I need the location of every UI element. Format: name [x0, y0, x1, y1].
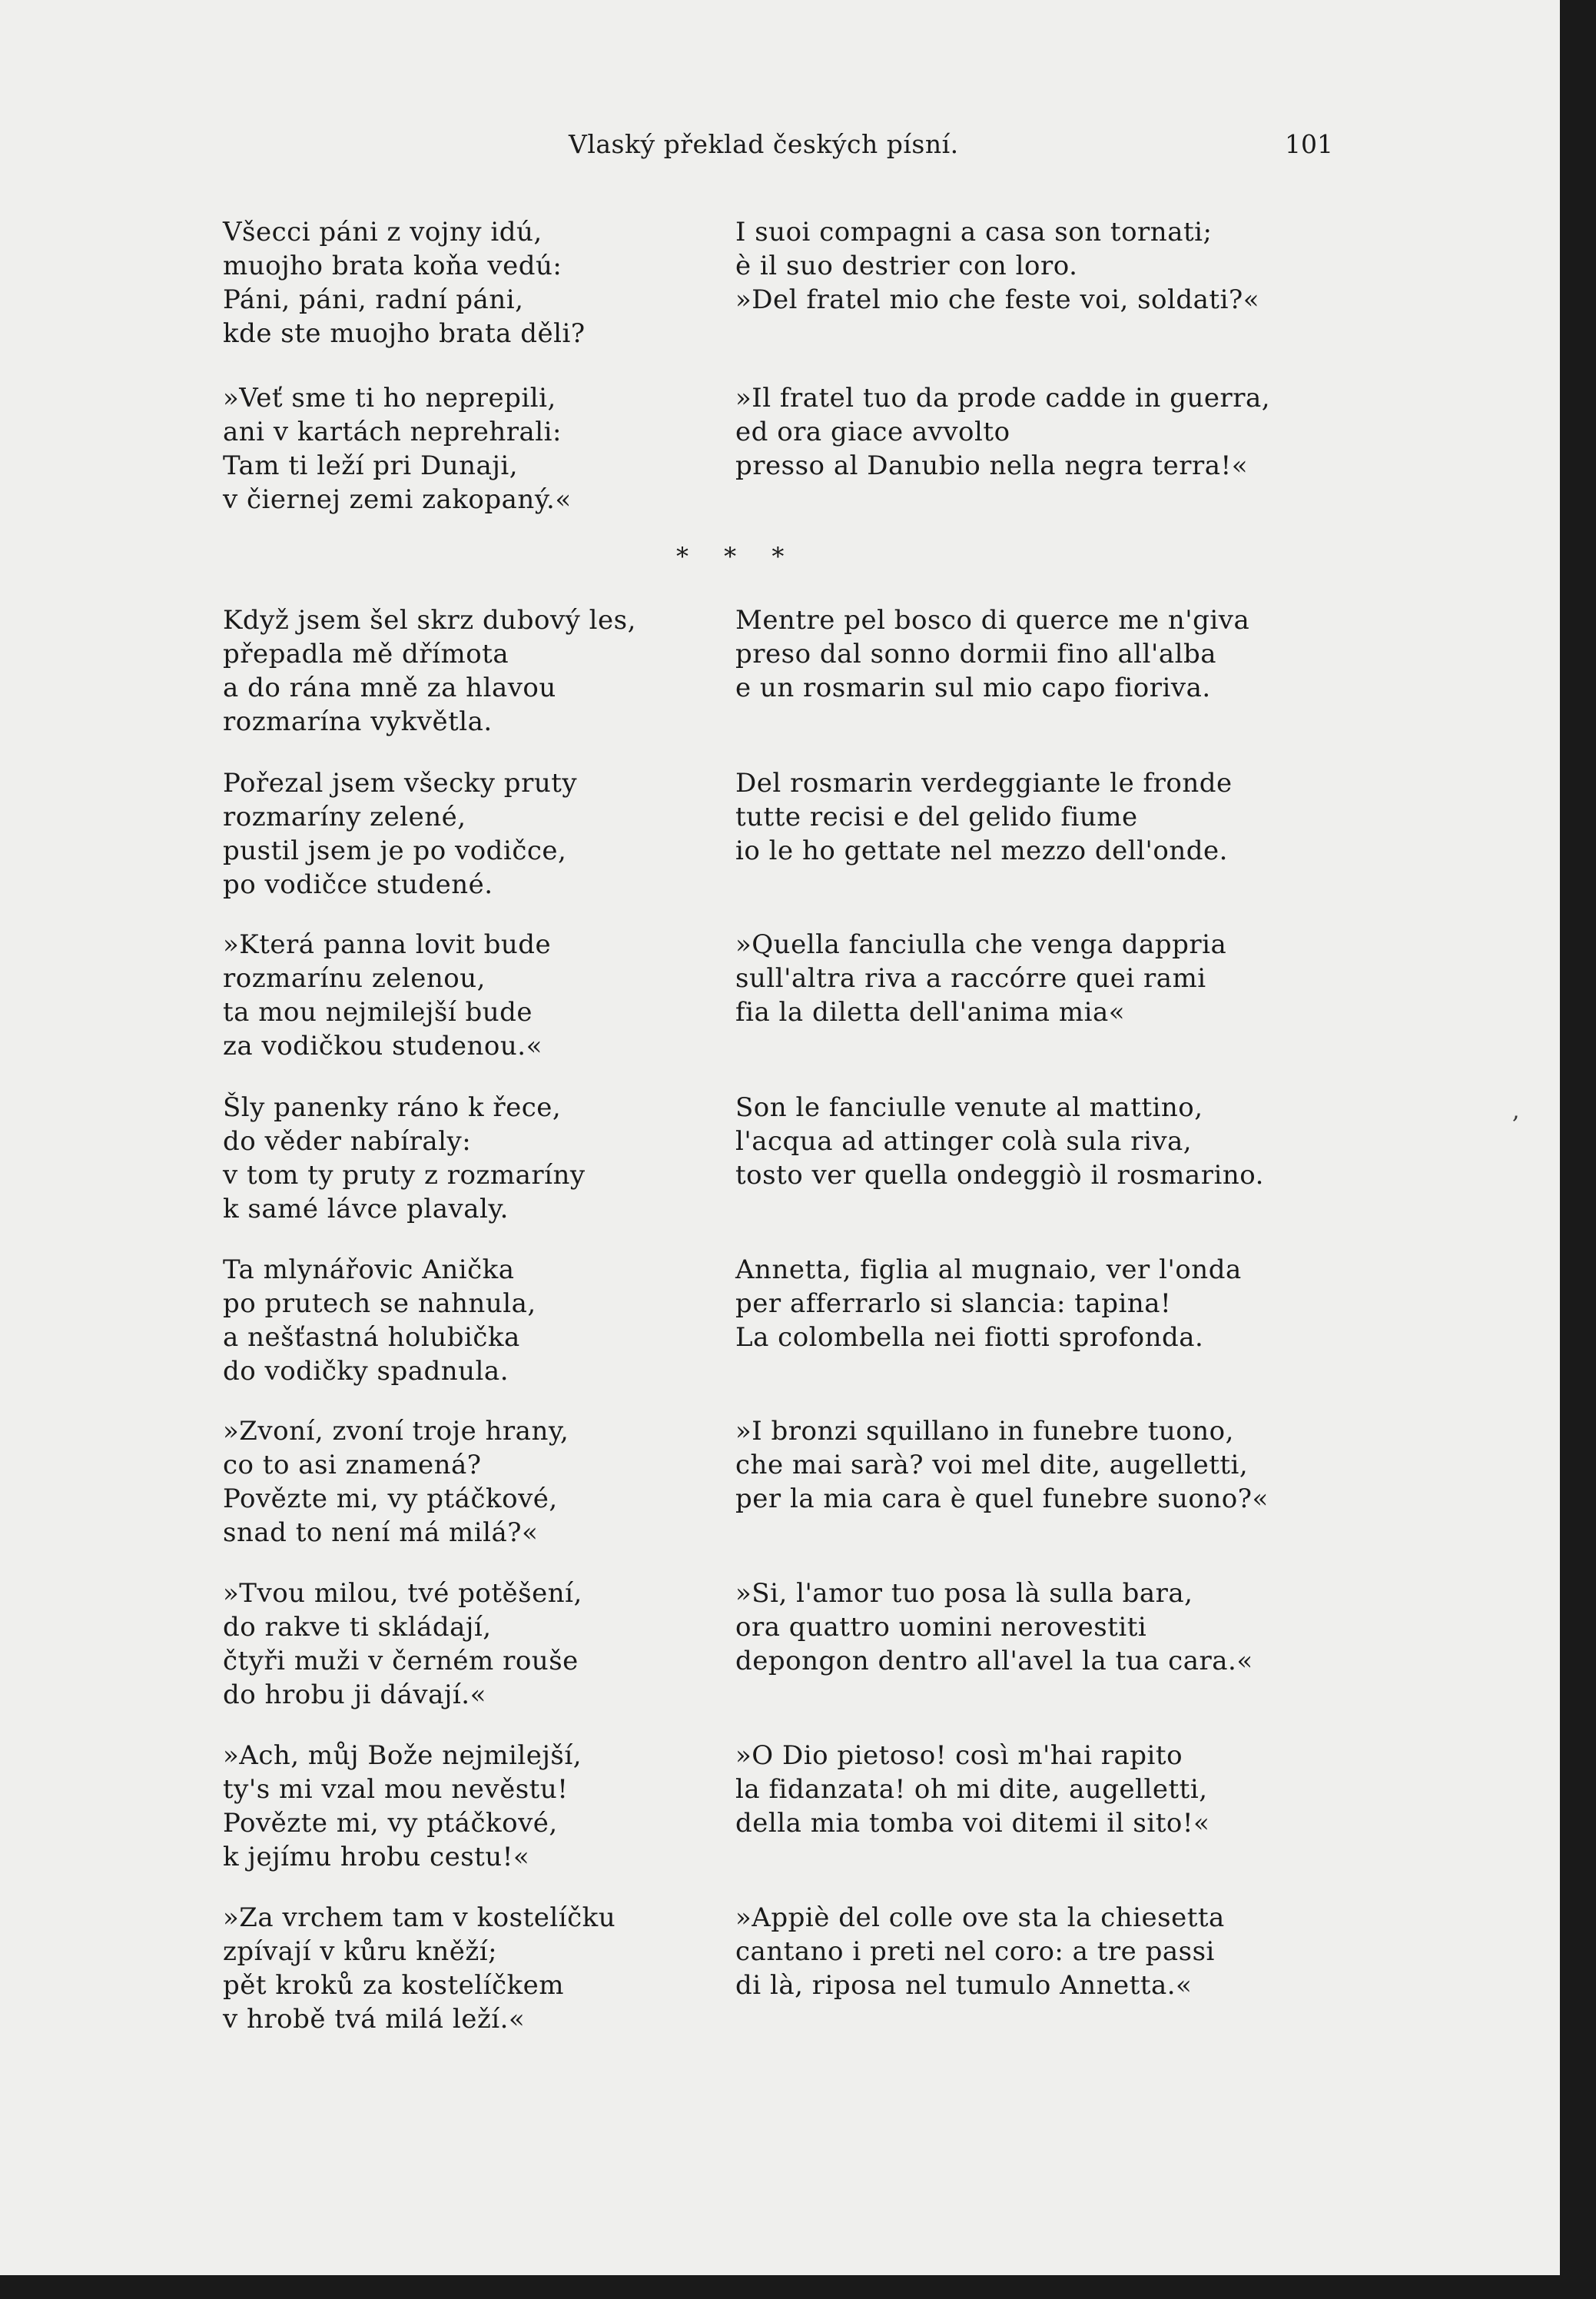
- verse-line: La colombella nei fiotti sprofonda.: [735, 1322, 1204, 1353]
- stanza: [735, 1091, 1350, 1192]
- verse-line: per la mia cara è quel funebre suono?«: [735, 1483, 1269, 1514]
- stanza: [735, 603, 1350, 705]
- verse-line: ta mou nejmilejší bude: [223, 997, 533, 1028]
- stanza: [223, 1091, 699, 1226]
- stanza: [735, 381, 1350, 483]
- verse-line: Povězte mi, vy ptáčkové,: [223, 1808, 558, 1839]
- verse-line: do hrobu ji dávají.«: [223, 1679, 486, 1710]
- verse-line: »Il fratel tuo da prode cadde in guerra,: [735, 383, 1271, 414]
- stanza: [735, 1739, 1350, 1840]
- stanza: [735, 766, 1350, 868]
- stanza: [223, 603, 699, 739]
- verse-line: Pořezal jsem všecky pruty: [223, 768, 578, 799]
- verse-line: Páni, páni, radní páni,: [223, 284, 524, 315]
- running-header: Vlaský překlad českých písní.: [569, 129, 959, 159]
- verse-line: »Del fratel mio che feste voi, soldati?«: [735, 284, 1260, 315]
- verse-line: Annetta, figlia al mugnaio, ver l'onda: [735, 1254, 1242, 1285]
- verse-line: cantano i preti nel coro: a tre passi: [735, 1936, 1215, 1967]
- stanza: [735, 928, 1350, 1029]
- verse-line: snad to není má milá?«: [223, 1517, 539, 1548]
- stanza: [223, 1901, 699, 2036]
- stanza: [223, 928, 699, 1063]
- verse-line: a do rána mně za hlavou: [223, 673, 556, 703]
- verse-line: fia la diletta dell'anima mia«: [735, 997, 1126, 1028]
- verse-line: rozmarína vykvětla.: [223, 706, 493, 737]
- verse-line: della mia tomba voi ditemi il sito!«: [735, 1808, 1210, 1839]
- verse-line: »Za vrchem tam v kostelíčku: [223, 1902, 616, 1933]
- verse-line: muojho brata koňa vedú:: [223, 251, 562, 281]
- stanza: [223, 381, 699, 517]
- page-number: 101: [1285, 129, 1333, 159]
- stanza: [223, 766, 699, 902]
- verse-line: rozmaríny zelené,: [223, 802, 466, 832]
- verse-line: a nešťastná holubička: [223, 1322, 520, 1353]
- verse-line: è il suo destrier con loro.: [735, 251, 1078, 281]
- verse-line: ty's mi vzal mou nevěstu!: [223, 1774, 569, 1805]
- verse-line: do rakve ti skládají,: [223, 1612, 492, 1643]
- separator-asterisks: * * *: [676, 542, 798, 571]
- verse-line: »Ach, můj Bože nejmilejší,: [223, 1740, 582, 1771]
- stanza: [223, 1576, 699, 1712]
- verse-line: k samé lávce plavaly.: [223, 1194, 509, 1224]
- verse-line: I suoi compagni a casa son tornati;: [735, 217, 1213, 248]
- verse-line: »Která panna lovit bude: [223, 929, 552, 960]
- verse-line: presso al Danubio nella negra terra!«: [735, 450, 1248, 481]
- verse-line: po prutech se nahnula,: [223, 1288, 536, 1319]
- verse-line: co to asi znamená?: [223, 1450, 482, 1480]
- verse-line: za vodičkou studenou.«: [223, 1031, 543, 1061]
- verse-line: depongon dentro all'avel la tua cara.«: [735, 1646, 1253, 1676]
- verse-line: kde ste muojho brata děli?: [223, 318, 586, 349]
- verse-line: »Zvoní, zvoní troje hrany,: [223, 1416, 569, 1447]
- verse-line: »Appiè del colle ove sta la chiesetta: [735, 1902, 1225, 1933]
- stanza: [735, 215, 1350, 317]
- verse-line: tosto ver quella ondeggiò il rosmarino.: [735, 1160, 1264, 1191]
- verse-line: di là, riposa nel tumulo Annetta.«: [735, 1970, 1193, 2001]
- verse-line: »O Dio pietoso! così m'hai rapito: [735, 1740, 1183, 1771]
- verse-line: pustil jsem je po vodičce,: [223, 836, 567, 866]
- section-separator: [676, 542, 798, 571]
- verse-line: »Si, l'amor tuo posa là sulla bara,: [735, 1578, 1193, 1609]
- verse-line: Povězte mi, vy ptáčkové,: [223, 1483, 558, 1514]
- stanza: [735, 1253, 1350, 1354]
- verse-line: čtyři muži v černém rouše: [223, 1646, 579, 1676]
- verse-line: Mentre pel bosco di querce me n'giva: [735, 605, 1250, 636]
- verse-line: v tom ty pruty z rozmaríny: [223, 1160, 586, 1191]
- verse-line: v čiernej zemi zakopaný.«: [223, 484, 572, 515]
- verse-line: »Quella fanciulla che venga dappria: [735, 929, 1227, 960]
- verse-line: pět kroků za kostelíčkem: [223, 1970, 565, 2001]
- verse-line: Tam ti leží pri Dunaji,: [223, 450, 519, 481]
- verse-line: ed ora giace avvolto: [735, 417, 1010, 447]
- verse-line: preso dal sonno dormii fino all'alba: [735, 639, 1217, 669]
- verse-line: Ta mlynářovic Anička: [223, 1254, 515, 1285]
- verse-line: ora quattro uomini nerovestiti: [735, 1612, 1147, 1643]
- verse-line: io le ho gettate nel mezzo dell'onde.: [735, 836, 1228, 866]
- verse-line: do vodičky spadnula.: [223, 1356, 509, 1387]
- verse-line: k jejímu hrobu cestu!«: [223, 1842, 530, 1872]
- verse-line: »I bronzi squillano in funebre tuono,: [735, 1416, 1234, 1447]
- verse-line: l'acqua ad attinger colà sula riva,: [735, 1126, 1193, 1157]
- verse-line: v hrobě tvá milá leží.«: [223, 2004, 526, 2035]
- stanza: [223, 1414, 699, 1550]
- verse-line: tutte recisi e del gelido fiume: [735, 802, 1138, 832]
- verse-line: po vodičce studené.: [223, 869, 493, 900]
- verse-line: Všecci páni z vojny idú,: [223, 217, 543, 248]
- verse-line: Son le fanciulle venute al mattino,: [735, 1092, 1203, 1123]
- verse-line: Del rosmarin verdeggiante le fronde: [735, 768, 1233, 799]
- verse-line: sull'altra riva a raccórre quei rami: [735, 963, 1206, 994]
- stanza: [735, 1901, 1350, 2002]
- verse-line: »Tvou milou, tvé potěšení,: [223, 1578, 582, 1609]
- stanza: [735, 1414, 1350, 1516]
- verse-line: Šly panenky ráno k řece,: [223, 1092, 562, 1123]
- verse-line: per afferrarlo si slancia: tapina!: [735, 1288, 1172, 1319]
- stanza: [223, 215, 699, 350]
- verse-line: zpívají v kůru kněží;: [223, 1936, 498, 1967]
- verse-line: e un rosmarin sul mio capo fioriva.: [735, 673, 1211, 703]
- verse-line: la fidanzata! oh mi dite, augelletti,: [735, 1774, 1208, 1805]
- verse-line: Když jsem šel skrz dubový les,: [223, 605, 636, 636]
- verse-line: přepadla mě dřímota: [223, 639, 509, 669]
- verse-line: ani v kartách neprehrali:: [223, 417, 562, 447]
- stanza: [735, 1576, 1350, 1678]
- stanza: [223, 1739, 699, 1874]
- verse-line: do věder nabíraly:: [223, 1126, 472, 1157]
- verse-line: »Veť sme ti ho neprepili,: [223, 383, 556, 414]
- stanza: [223, 1253, 699, 1388]
- verse-line: rozmarínu zelenou,: [223, 963, 486, 994]
- margin-mark: ,: [1512, 1098, 1520, 1125]
- verse-line: che mai sarà? voi mel dite, augelletti,: [735, 1450, 1249, 1480]
